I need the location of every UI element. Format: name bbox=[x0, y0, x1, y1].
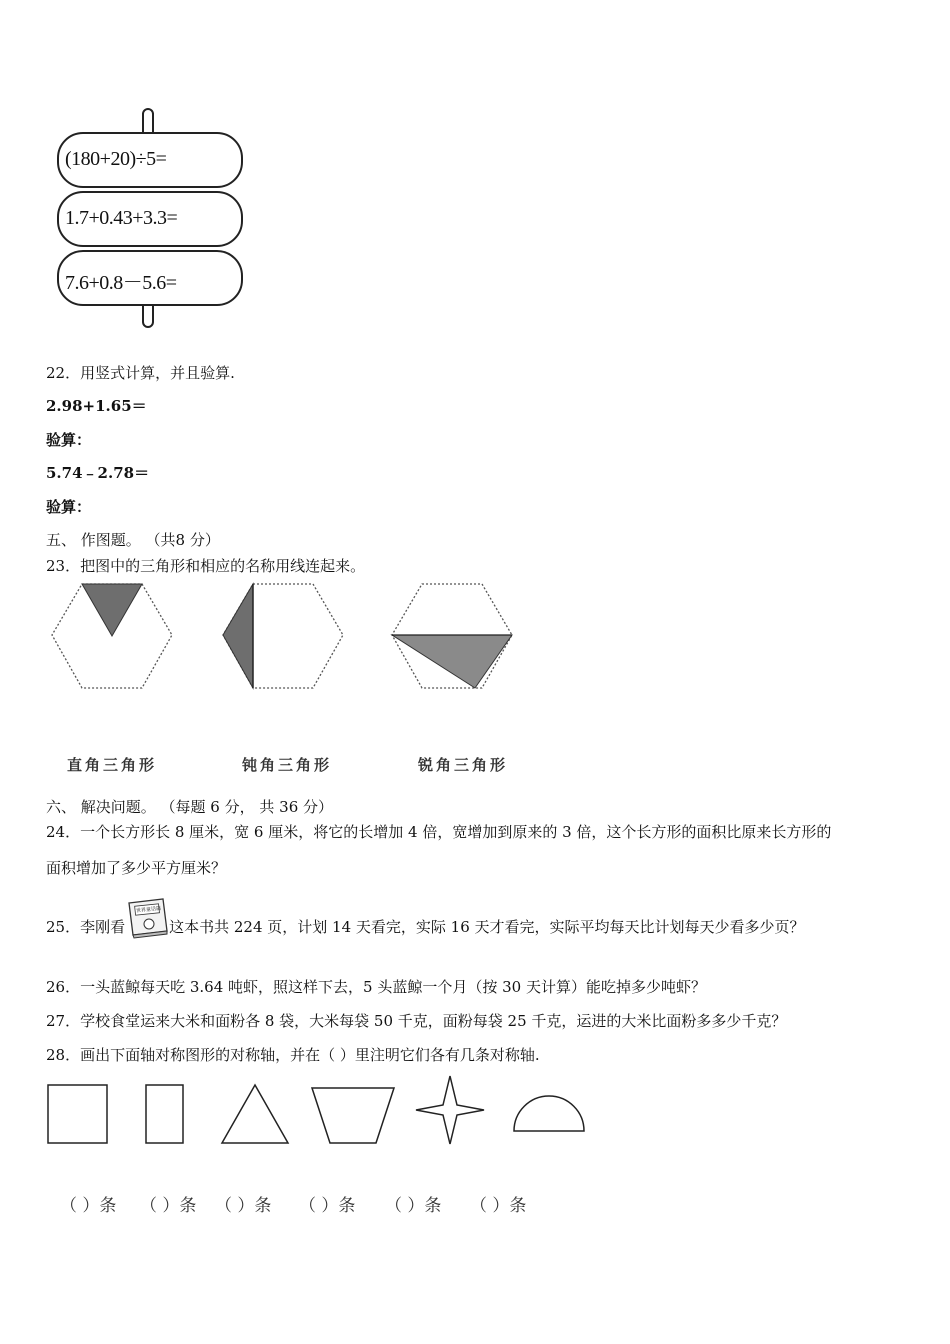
q25-body: 这本书共 224 页，计划 14 天看完，实际 16 天才看完，实际平均每天比计划每天少看多少页？ bbox=[169, 918, 805, 936]
answer-blank-4[interactable]: （ ）条 bbox=[299, 1196, 356, 1216]
q26-text: 26．一头蓝鲸每天吃 3.64 吨虾，照这样下去，5 头蓝鲸一个月（按 30 天计算）能吃掉多少吨虾？ bbox=[46, 978, 706, 996]
section-6-heading: 六、 解决问题。 （每题 6 分， 共 36 分） bbox=[46, 798, 334, 816]
q28-text: 28．画出下面轴对称图形的对称轴，并在（ ）里注明它们各有几条对称轴. bbox=[46, 1046, 540, 1064]
answer-blank-1[interactable]: （ ）条 bbox=[60, 1196, 117, 1216]
label-obtuse-triangle: 钝角三角形 bbox=[242, 756, 333, 774]
label-right-triangle: 直角三角形 bbox=[67, 756, 158, 774]
answer-blank-6[interactable]: （ ）条 bbox=[470, 1196, 527, 1216]
q22-check-2: 验算： bbox=[46, 498, 92, 516]
trapezoid-shape bbox=[312, 1088, 394, 1143]
q22-check-1: 验算： bbox=[46, 431, 92, 449]
skewer-stick-bottom bbox=[142, 304, 154, 328]
hexagon-acute bbox=[52, 584, 172, 688]
answer-blank-3[interactable]: （ ）条 bbox=[215, 1196, 272, 1216]
q22-expr-2: 5.74﹣2.78＝ bbox=[46, 464, 150, 482]
skewer-piece-1 bbox=[57, 132, 243, 188]
symmetry-shapes bbox=[44, 1074, 594, 1154]
q23-text: 23．把图中的三角形和相应的名称用线连起来。 bbox=[46, 557, 366, 575]
hexagon-obtuse bbox=[392, 584, 512, 688]
answer-blank-2[interactable]: （ ）条 bbox=[140, 1196, 197, 1216]
triangle-shape bbox=[222, 1085, 288, 1143]
skewer-expression: (180+20)÷5= bbox=[65, 148, 167, 170]
rectangle-shape bbox=[146, 1085, 183, 1143]
q25-prefix: 25．李刚看 bbox=[46, 918, 126, 936]
q24-line-1: 24．一个长方形长 8 厘米，宽 6 厘米，将它的长增加 4 倍，宽增加到原来的 3 倍，这个长方形的面积比原来长方形的 bbox=[46, 823, 832, 841]
q24-line-2: 面积增加了多少平方厘米？ bbox=[46, 859, 227, 877]
skewer-piece-2 bbox=[57, 191, 243, 247]
square-shape bbox=[48, 1085, 107, 1143]
skewer-piece-3 bbox=[57, 250, 243, 306]
label-acute-triangle: 锐角三角形 bbox=[418, 756, 509, 774]
q27-text: 27．学校食堂运来大米和面粉各 8 袋，大米每袋 50 千克，面粉每袋 25 千克，运进的大米比面粉多多少千克？ bbox=[46, 1012, 787, 1030]
star-shape bbox=[416, 1076, 484, 1144]
book-icon bbox=[125, 895, 169, 939]
hexagon-right bbox=[223, 584, 343, 688]
semicircle-shape bbox=[514, 1096, 584, 1131]
q22-title: 22．用竖式计算，并且验算. bbox=[46, 364, 235, 382]
skewer-expression: 7.6+0.8－5.6= bbox=[65, 272, 177, 294]
book-title: 世界童话篇 bbox=[135, 905, 162, 915]
section-5-heading: 五、 作图题。 （共8 分） bbox=[46, 531, 220, 549]
answer-blank-5[interactable]: （ ）条 bbox=[385, 1196, 442, 1216]
hexagon-figures bbox=[48, 578, 518, 698]
q25-text bbox=[46, 905, 805, 939]
q22-expr-1: 2.98+1.65＝ bbox=[46, 397, 147, 415]
skewer-expression: 1.7+0.43+3.3= bbox=[65, 207, 178, 229]
